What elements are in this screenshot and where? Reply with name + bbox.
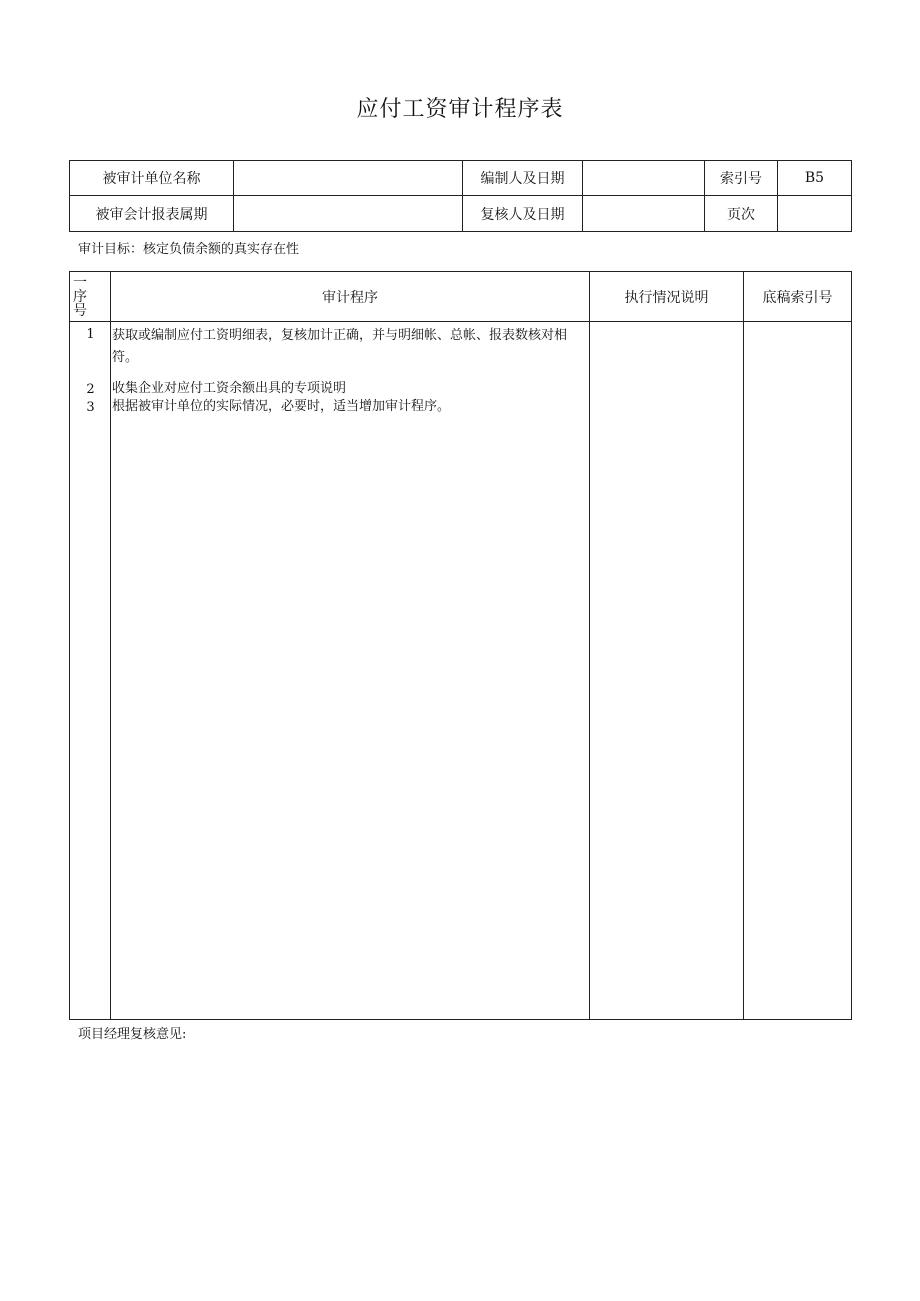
execution-notes-cell[interactable] [590, 322, 744, 1020]
procedure-column [111, 322, 590, 1020]
audit-objective: 审计目标：核定负债余额的真实存在性 [78, 242, 300, 257]
step-number: 1 [86, 327, 95, 342]
seq-header-line1: 一 [73, 274, 87, 291]
preparer-date-field[interactable] [583, 161, 705, 196]
report-period-label: 被审会计报表属期 [70, 196, 234, 232]
procedure-step-1: 获取或编制应付工资明细表，复核加计正确，并与明细帐、总帐、报表数核对相符。 [112, 328, 568, 365]
preparer-date-label: 编制人及日期 [463, 161, 583, 196]
seq-column-header [70, 272, 111, 322]
index-number-value[interactable]: B5 [778, 161, 852, 196]
reviewer-date-field[interactable] [583, 196, 705, 232]
procedure-column-header: 审计程序 [111, 272, 590, 322]
seq-header-line3: 号 [73, 302, 87, 319]
page-number-field[interactable] [778, 196, 852, 232]
procedure-step-3: 根据被审计单位的实际情况，必要时，适当增加审计程序。 [112, 399, 451, 414]
workpaper-index-column-header: 底稿索引号 [744, 272, 852, 322]
entity-name-field[interactable] [234, 161, 463, 196]
workpaper-index-cell[interactable] [744, 322, 852, 1020]
index-number-label: 索引号 [705, 161, 778, 196]
entity-name-label: 被审计单位名称 [70, 161, 234, 196]
step-number: 2 [86, 382, 95, 397]
page-title: 应付工资审计程序表 [356, 97, 564, 122]
seq-column [70, 322, 111, 1020]
procedure-step-2: 收集企业对应付工资余额出具的专项说明 [112, 381, 347, 396]
page-number-label: 页次 [705, 196, 778, 232]
step-number: 3 [86, 400, 95, 415]
report-period-field[interactable] [234, 196, 463, 232]
manager-review-opinion: 项目经理复核意见: [78, 1027, 187, 1042]
seq-header-line2: 序 [73, 288, 87, 305]
execution-column-header: 执行情况说明 [590, 272, 744, 322]
reviewer-date-label: 复核人及日期 [463, 196, 583, 232]
header-info-table [69, 160, 852, 232]
